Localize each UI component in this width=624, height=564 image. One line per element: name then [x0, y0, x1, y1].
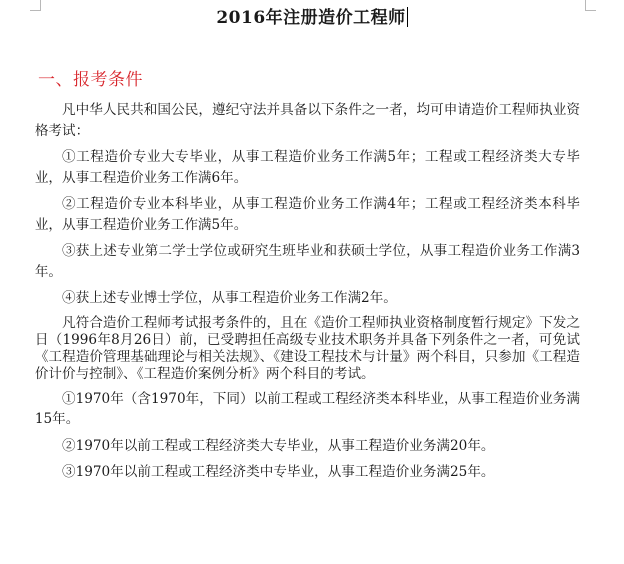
paragraph-exemption: 凡符合造价工程师考试报考条件的，且在《造价工程师执业资格制度暂行规定》下发之日（1996年8月26日）前，已受聘担任高级专业技术职务并具备下列条件之一者，可免试《工程造价管理基础理论与相关法规》、《建设工程技术与计量》两个科目，只参加《工程造价计价与控制》、《工程造价案例分析》两个科目的考试。: [34, 314, 580, 382]
paragraph-exemption-2: ②1970年以前工程或工程经济类大专毕业，从事工程造价业务满20年。: [62, 437, 495, 454]
paragraph-intro: 凡中华人民共和国公民，遵纪守法并具备以下条件之一者，均可申请造价工程师执业资格考试：: [34, 102, 580, 139]
document-title: 2016年注册造价工程师: [216, 8, 406, 28]
text-cursor: [407, 7, 408, 27]
paragraph-condition-2: ②工程造价专业本科毕业，从事工程造价业务工作满4年；工程或工程经济类本科毕业，从事工程造价业务工作满5年。: [34, 196, 580, 233]
document-body: [34, 100, 580, 489]
paragraph-exemption-3: ③1970年以前工程或工程经济类中专毕业，从事工程造价业务满25年。: [62, 464, 495, 480]
document-title-line[interactable]: [0, 6, 624, 30]
section-heading: 一、报考条件: [38, 70, 143, 90]
paragraph-exemption-1: ①1970年（含1970年，下同）以前工程或工程经济类本科毕业，从事工程造价业务满15年。: [34, 390, 580, 427]
paragraph-condition-3: ③获上述专业第二学士学位或研究生班毕业和获硕士学位，从事工程造价业务工作满3年。: [34, 243, 580, 280]
paragraph-condition-4: ④获上述专业博士学位，从事工程造价业务工作满2年。: [62, 290, 397, 306]
paragraph-condition-1: ①工程造价专业大专毕业，从事工程造价业务工作满5年；工程或工程经济类大专毕业，从事工程造价业务工作满6年。: [34, 149, 580, 186]
